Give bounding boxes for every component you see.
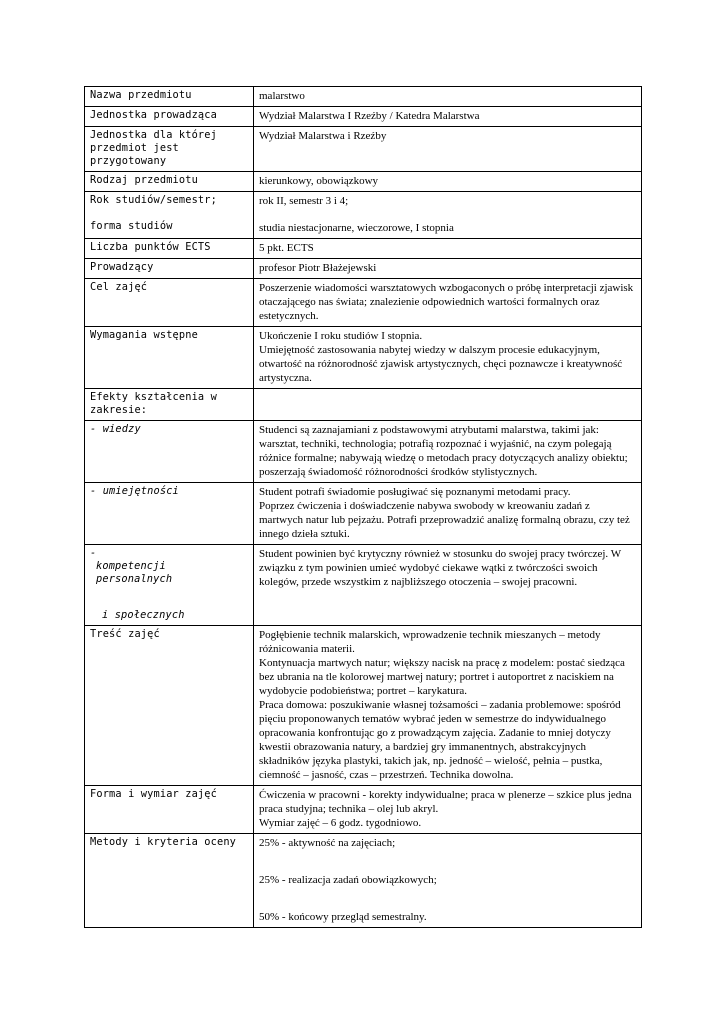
row-tresc <box>85 626 642 786</box>
label-tresc: Treść zajęć <box>85 626 254 786</box>
value-kompetencje: Student powinien być krytyczny również w stosunku do swojej pracy twórczej. W związku z tym powinien umieć wydobyć ciekawe wątki z twórczości swoich kolegów, przede wszystkim z najbliższego otoczenia – swojej pracowni. <box>254 545 642 626</box>
label-prowadzacy: Prowadzący <box>85 259 254 279</box>
label-wiedzy: - wiedzy <box>85 421 254 483</box>
label-ects: Liczba punktów ECTS <box>85 239 254 259</box>
value-forma-studiow: studia niestacjonarne, wieczorowe, I stopnia <box>259 222 454 234</box>
row-kompetencje <box>85 545 642 626</box>
row-forma <box>85 786 642 834</box>
value-wiedzy: Studenci są zaznajamiani z podstawowymi atrybutami malarstwa, takimi jak: warsztat, techniki, technologia; potrafią rozpoznać i wyjaśnić, na czym polegają różnice formalne; nabywają wiedzę o metodach pracy dotyczących analizy obiektu; poszerzają świadomość różnorodności środków stylistycznych. <box>254 421 642 483</box>
kompetencje-dash: - <box>90 547 97 559</box>
row-cel <box>85 279 642 327</box>
value-metody <box>254 834 642 928</box>
metody-line-3: 50% - końcowy przegląd semestralny. <box>259 911 427 923</box>
row-rok <box>85 192 642 239</box>
label-metody: Metody i kryteria oceny <box>85 834 254 928</box>
value-jednostka: Wydział Malarstwa I Rzeźby / Katedra Malarstwa <box>254 107 642 127</box>
row-jednostka-dla <box>85 127 642 172</box>
row-rodzaj <box>85 172 642 192</box>
label-wymagania: Wymagania wstępne <box>85 327 254 389</box>
value-jednostka-dla: Wydział Malarstwa i Rzeźby <box>254 127 642 172</box>
value-forma <box>254 786 642 834</box>
forma-line-1: Ćwiczenia w pracowni - korekty indywidualne; praca w plenerze – szkice plus jedna praca studyjna; technika – olej lub akryl. <box>259 789 632 815</box>
value-cel: Poszerzenie wiadomości warsztatowych wzbogaconych o próbę interpretacji zjawisk otaczającego nas świata; znalezienie odpowiednich wartości formalnych oraz estetycznych. <box>254 279 642 327</box>
forma-line-2: Wymiar zajęć – 6 godz. tygodniowo. <box>259 817 422 829</box>
value-nazwa: malarstwo <box>254 87 642 107</box>
kompetencje-spolecznych: i społecznych <box>102 609 185 621</box>
value-umiejetnosci <box>254 483 642 545</box>
umiejetnosci-line-1: Student potrafi świadomie posługiwać się poznanymi metodami pracy. <box>259 486 571 498</box>
row-metody <box>85 834 642 928</box>
label-cel: Cel zajęć <box>85 279 254 327</box>
row-prowadzacy <box>85 259 642 279</box>
row-umiejetnosci <box>85 483 642 545</box>
value-wymagania <box>254 327 642 389</box>
value-efekty <box>254 389 642 421</box>
label-rodzaj: Rodzaj przedmiotu <box>85 172 254 192</box>
value-ects: 5 pkt. ECTS <box>254 239 642 259</box>
label-jednostka-dla: Jednostka dla której przedmiot jest przygotowany <box>85 127 254 172</box>
label-efekty: Efekty kształcenia w zakresie: <box>85 389 254 421</box>
row-efekty <box>85 389 642 421</box>
label-nazwa: Nazwa przedmiotu <box>85 87 254 107</box>
value-prowadzacy: profesor Piotr Błażejewski <box>254 259 642 279</box>
label-rok <box>85 192 254 239</box>
row-nazwa <box>85 87 642 107</box>
kompetencje-label: kompetencji personalnych <box>96 560 173 585</box>
umiejetnosci-line-2: Poprzez ćwiczenia i doświadczenie nabywa swobody w kreowaniu zadań z martwych natur lub pejzażu. Potrafi przeprowadzić analizę formalną obrazu, czy też innego dzieła sztuki. <box>259 500 630 540</box>
row-wymagania <box>85 327 642 389</box>
tresc-paragraph-3: Praca domowa: poszukiwanie własnej tożsamości – zadania problemowe: spośród pięciu proponowanych tematów wybrać jeden w semestrze do indywidualnego opracowania konfrontując go z prowadzącym zajęcia. Zadanie to mniej dotyczy kwestii obrazowania natury, a bardziej gry immanentnych, abstrakcyjnych składników języka plastyki, takich jak, np. jedność – wielość, pełnia – pustka, ciemność – jasność, czas – przestrzeń. Technika dowolna. <box>259 699 621 781</box>
label-kompetencje <box>85 545 254 626</box>
row-jednostka <box>85 107 642 127</box>
row-ects <box>85 239 642 259</box>
metody-line-2: 25% - realizacja zadań obowiązkowych; <box>259 874 437 886</box>
value-tresc <box>254 626 642 786</box>
row-wiedzy <box>85 421 642 483</box>
label-forma: Forma i wymiar zajęć <box>85 786 254 834</box>
label-rok-semestr: Rok studiów/semestr; <box>90 194 217 206</box>
value-rodzaj: kierunkowy, obowiązkowy <box>254 172 642 192</box>
value-rok-semestr: rok II, semestr 3 i 4; <box>259 195 349 207</box>
wymagania-line-2: Umiejętność zastosowania nabytej wiedzy w dalszym procesie edukacyjnym, otwartość na różnorodność zjawisk artystycznych, chęci poznawcze i kreatywność artystyczna. <box>259 344 623 384</box>
label-umiejetnosci: - umiejętności <box>85 483 254 545</box>
label-jednostka: Jednostka prowadząca <box>85 107 254 127</box>
metody-line-1: 25% - aktywność na zajęciach; <box>259 837 396 849</box>
label-forma-studiow: forma studiów <box>90 220 173 232</box>
value-rok <box>254 192 642 239</box>
tresc-paragraph-2: Kontynuacja martwych natur; większy nacisk na pracę z modelem: postać siedząca bez ubrania na tle kolorowej martwej natury; portret i autoportret z naciskiem na wydobycie podobieństwa; portret – karykatura. <box>259 657 625 697</box>
tresc-paragraph-1: Pogłębienie technik malarskich, wprowadzenie technik mieszanych – metody różnicowania materii. <box>259 629 601 655</box>
syllabus-table <box>84 86 642 928</box>
wymagania-line-1: Ukończenie I roku studiów I stopnia. <box>259 330 423 342</box>
